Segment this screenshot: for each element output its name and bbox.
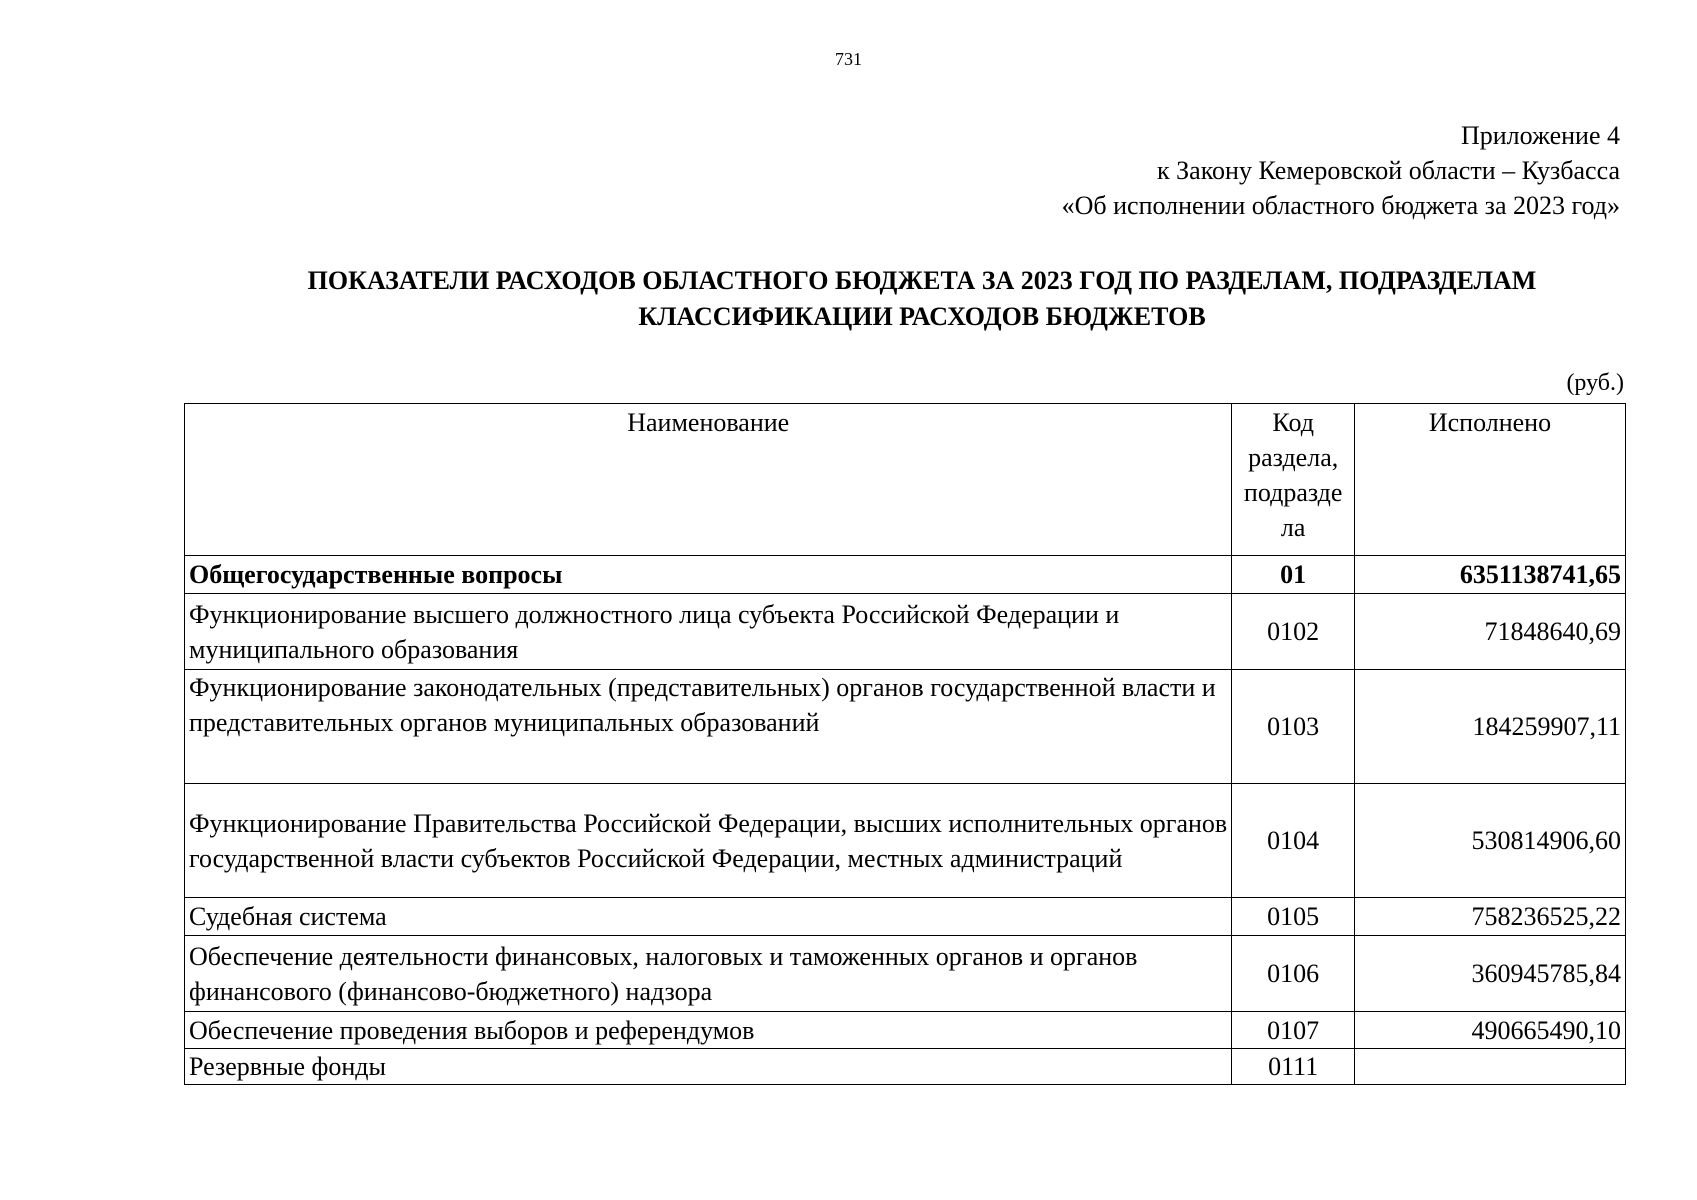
units-label: (руб.) [1566,370,1624,396]
page-number: 731 [835,49,862,69]
document-title-line-2: КЛАССИФИКАЦИИ РАСХОДОВ БЮДЖЕТОВ [638,302,1206,331]
header-name: Наименование [185,404,1232,556]
appendix-line-1: Приложение 4 [1460,121,1620,150]
row-code: 0107 [1232,1012,1354,1049]
header-code: Код раздела, подразде ла [1232,404,1354,556]
row-code: 0106 [1232,936,1354,1012]
table-row [185,1012,1626,1049]
table-row [185,1049,1626,1085]
row-name: Функционирование Правительства Российской Федерации, высших исполнительных органов государственной власти субъектов Российской Федерации, местных администраций [185,784,1232,898]
row-code: 0103 [1232,670,1354,784]
table-row [185,670,1626,784]
row-name: Обеспечение проведения выборов и референдумов [185,1012,1232,1049]
row-code: 0104 [1232,784,1354,898]
appendix-block [1062,118,1620,223]
row-value [1354,1049,1625,1085]
row-value: 360945785,84 [1354,936,1625,1012]
row-value: 71848640,69 [1354,594,1625,670]
expenditure-table [184,403,1626,1085]
row-name: Функционирование высшего должностного лица субъекта Российской Федерации и муниципального образования [185,594,1232,670]
row-code: 0111 [1232,1049,1354,1085]
table-row [185,594,1626,670]
row-value: 490665490,10 [1354,1012,1625,1049]
document-title-line-1: ПОКАЗАТЕЛИ РАСХОДОВ ОБЛАСТНОГО БЮДЖЕТА ЗА 2023 ГОД ПО РАЗДЕЛАМ, ПОДРАЗДЕЛАМ [307,266,1537,295]
appendix-line-2: к Закону Кемеровской области – Кузбасса [1157,156,1620,185]
row-name: Функционирование законодательных (представительных) органов государственной власти и представительных органов муниципальных образований [185,670,1232,784]
table-row [185,936,1626,1012]
document-title [194,263,1650,335]
row-value: 184259907,11 [1354,670,1625,784]
table-row [185,784,1626,898]
row-code: 0102 [1232,594,1354,670]
header-value: Исполнено [1354,404,1625,556]
row-value: 530814906,60 [1354,784,1625,898]
row-code: 0105 [1232,898,1354,936]
row-value: 6351138741,65 [1354,556,1625,594]
row-value: 758236525,22 [1354,898,1625,936]
table-row [185,898,1626,936]
row-code: 01 [1232,556,1354,594]
appendix-line-3: «Об исполнении областного бюджета за 2023 год» [1061,191,1620,220]
row-name: Судебная система [185,898,1232,936]
row-name: Обеспечение деятельности финансовых, налоговых и таможенных органов и органов финансового (финансово-бюджетного) надзора [185,936,1232,1012]
table-row [185,556,1626,594]
row-name: Общегосударственные вопросы [185,556,1232,594]
row-name: Резервные фонды [185,1049,1232,1085]
table-header-row [185,404,1626,556]
